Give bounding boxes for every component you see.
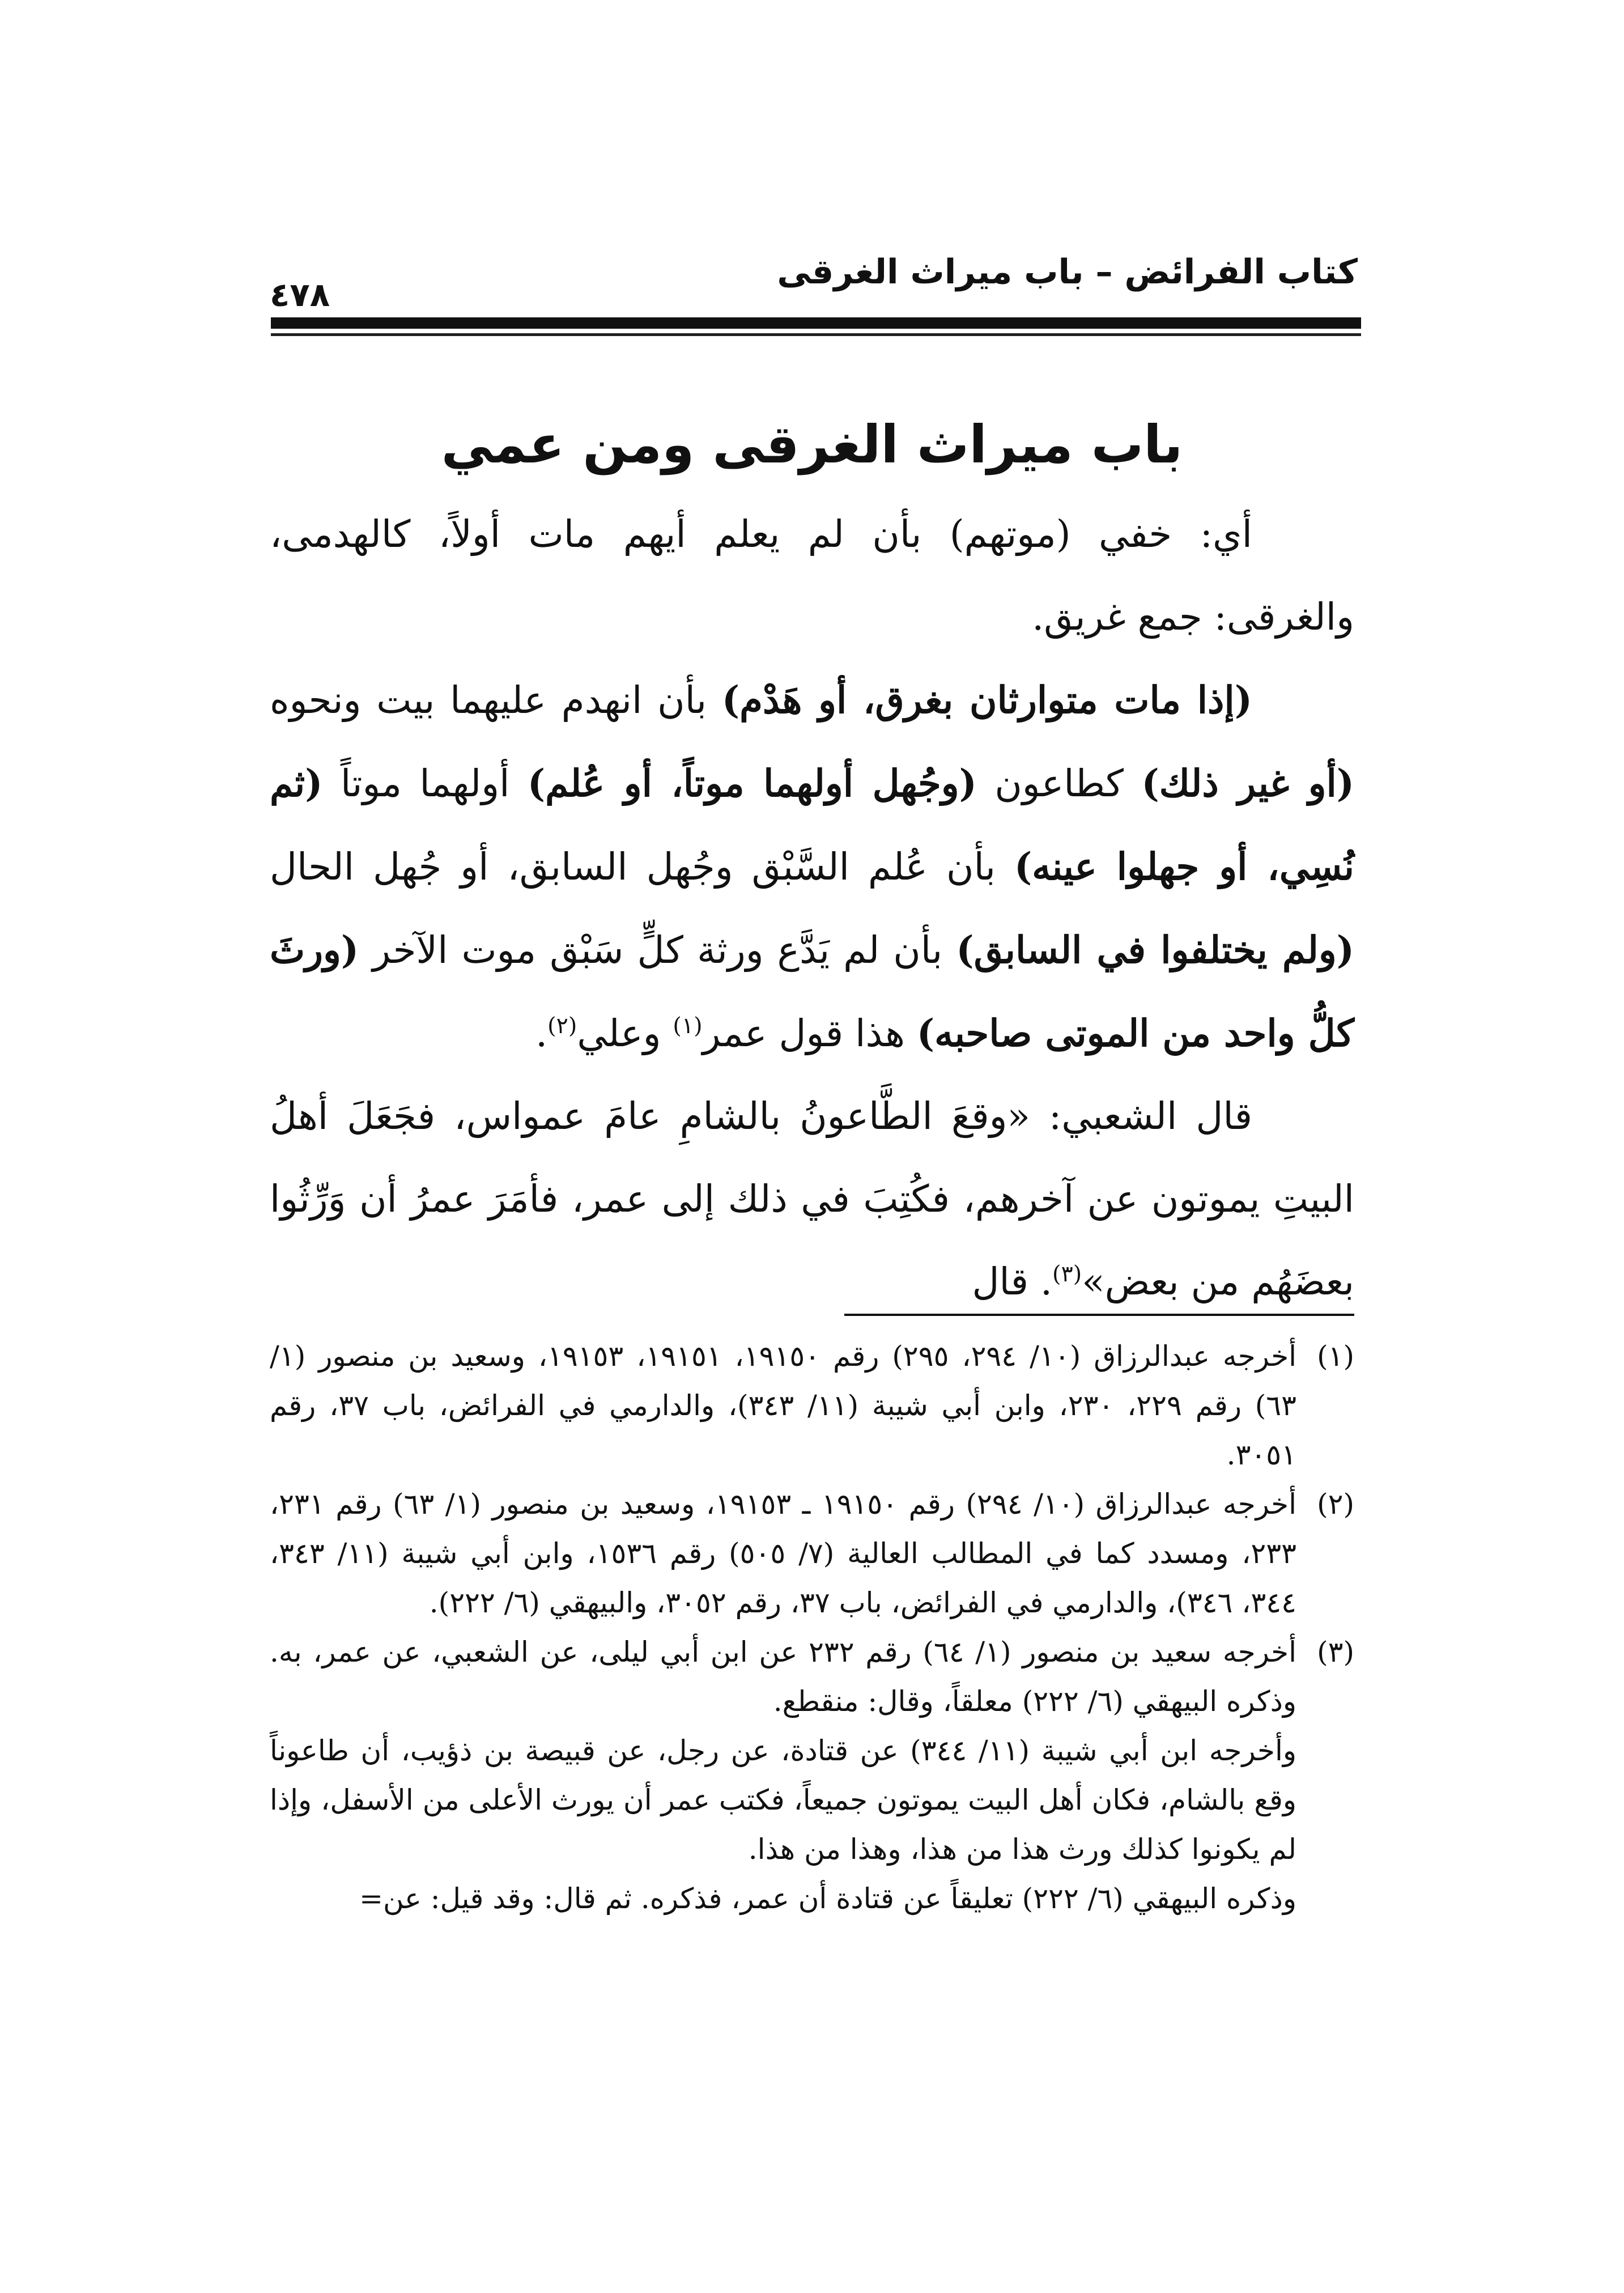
header-rule (271, 317, 1361, 340)
chapter-title: باب ميراث الغرقى ومن عمي (441, 414, 1183, 475)
footnote-3 (270, 1628, 1354, 1726)
footnote-2 (270, 1480, 1354, 1628)
paragraph-1: أي: خفي (موتهم) بأن لم يعلم أيهم مات أولاً، كالهدمى، والغرقى: جمع غريق. (270, 512, 1354, 639)
footnote-1 (270, 1332, 1354, 1480)
page-number: ٤٧٨ (270, 275, 330, 314)
footnote-number: (٣) (1317, 1636, 1354, 1668)
footnote-text: أخرجه عبدالرزاق (١٠/ ٢٩٤، ٢٩٥) رقم ١٩١٥٠، ١٩١٥١، ١٩١٥٣، وسعيد بن منصور (١/ ٦٣) رقم ٢٢٩، ٢٣٠، وابن أبي شيبة (١١/ ٣٤٣)، والدارمي في الفرائض، باب ٣٧، رقم ٣٠٥١. (270, 1340, 1297, 1471)
footnote-separator (844, 1314, 1354, 1316)
running-header-title: كتاب الفرائض – باب ميراث الغرقى (777, 252, 1358, 292)
footnote-ref-3: (٣) (1052, 1261, 1082, 1287)
footnote-text: أخرجه عبدالرزاق (١٠/ ٢٩٤) رقم ١٩١٥٠ ـ ١٩١٥٣، وسعيد بن منصور (١/ ٦٣) رقم ٢٣١، ٢٣٣، ومسدد كما في المطالب العالية (٧/ ٥٠٥) رقم ١٥٣٦، وابن أبي شيبة (١١/ ٣٤٣، ٣٤٤، ٣٤٦)، والدارمي في الفرائض، باب ٣٧، رقم ٣٠٥٢، والبيهقي (٦/ ٢٢٢). (270, 1488, 1296, 1619)
footnotes (270, 1332, 1354, 1923)
footnote-number: (١) (1317, 1340, 1354, 1373)
footnote-ref-2: (٢) (547, 1013, 577, 1039)
footnote-3-continuation: وذكره البيهقي (٦/ ٢٢٢) تعليقاً عن قتادة أن عمر، فذكره. ثم قال: وقد قيل: عن= (359, 1882, 1296, 1915)
footnote-ref-1: (١) (673, 1013, 703, 1039)
main-text (270, 493, 1354, 1323)
footnote-text: أخرجه سعيد بن منصور (١/ ٦٤) رقم ٢٣٢ عن ابن أبي ليلى، عن الشعبي، عن عمر، به. وذكره البيهقي (٦/ ٢٢٢) معلقاً، وقال: منقطع. (270, 1636, 1296, 1718)
paragraph-3: قال الشعبي: «وقعَ الطَّاعونُ بالشامِ عامَ عمواس، فجَعَلَ أهلُ البيتِ يموتون عن آخرهم، فكُتِبَ في ذلك إلى عمر، فأمَرَ عمرُ أن وَرِّثُوا بعضَهُم من بعض»$^{(٣)}$. قال (270, 1094, 1354, 1303)
footnote-number: (٢) (1317, 1488, 1354, 1521)
footnote-3-continuation: وأخرجه ابن أبي شيبة (١١/ ٣٤٤) عن قتادة، عن رجل، عن قبيصة بن ذؤيب، أن طاعوناً وقع بالشام، فكان أهل البيت يموتون جميعاً، فكتب عمر أن يورث الأعلى من الأسفل، وإذا لم يكونوا كذلك ورث هذا من هذا، وهذا من هذا. (270, 1734, 1296, 1866)
header-rule-thin (271, 333, 1361, 336)
header-rule-thick (271, 317, 1361, 329)
paragraph-2: (إذا مات متوارثان بغرق، أو هَدْم) بأن انهدم عليهما بيت ونحوه (أو غير ذلك) كطاعون (وجُهل أولهما موتاً، أو عُلم) أولهما موتاً (ثم نُسِي، أو جهلوا عينه) بأن عُلم السَّبْق وجُهل السابق، أو جُهل الحال (ولم يختلفوا في السابق) بأن لم يَدَّع ورثة كلٍّ سَبْق موت الآخر (ورثَ كلُّ واحد من الموتى صاحبه) هذا قول عمر$^{(١)}$ وعلي$^{(٢)}$. (270, 678, 1355, 1055)
